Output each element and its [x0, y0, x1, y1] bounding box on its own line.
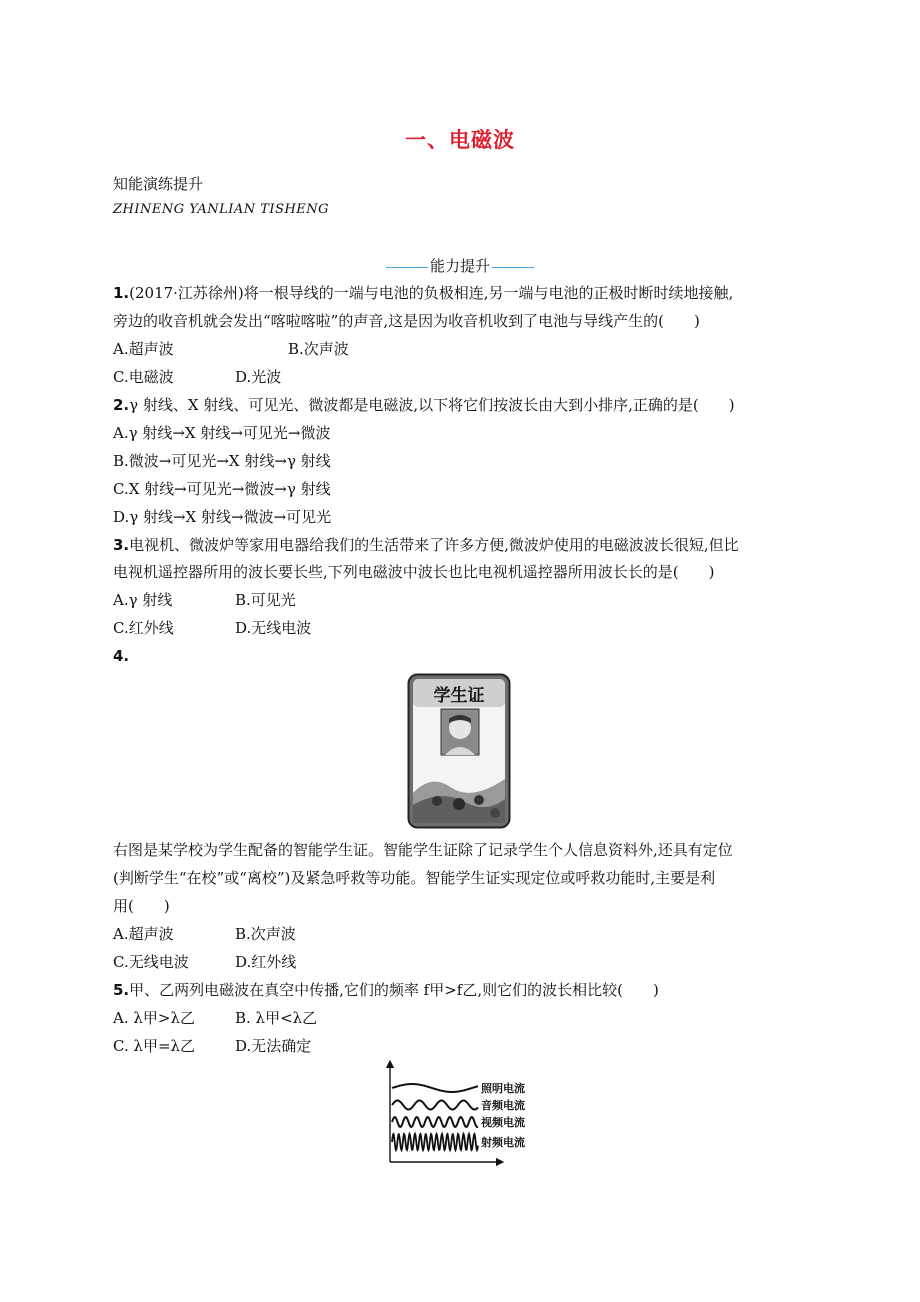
question-3-text-1: 电视机、微波炉等家用电器给我们的生活带来了许多方便,微波炉使用的电磁波波长很短,但比: [129, 536, 739, 554]
q2-option-a[interactable]: A.γ 射线→X 射线→可见光→微波: [113, 424, 331, 442]
section-rule-right: [492, 267, 534, 268]
question-4-line-3: 用( ): [113, 897, 170, 915]
question-1-line-2: 旁边的收音机就会发出“喀啦喀啦”的声音,这是因为收音机收到了电池与导线产生的( ): [113, 312, 700, 330]
q1-option-b[interactable]: B.次声波: [288, 340, 349, 358]
question-2-number: 2.: [113, 396, 130, 414]
question-1-line-1: [113, 283, 733, 303]
question-2-text-1: γ 射线、X 射线、可见光、微波都是电磁波,以下将它们按波长由大到小排序,正确的是( ): [129, 396, 735, 414]
question-5-line-1: [113, 980, 659, 1000]
question-4-number-text: 4.: [113, 647, 130, 665]
question-5-text-1: 甲、乙两列电磁波在真空中传播,它们的频率 f甲>f乙,则它们的波长相比较( ): [129, 981, 659, 999]
q3-option-a[interactable]: A.γ 射线: [113, 591, 173, 609]
q4-option-c[interactable]: C.无线电波: [113, 953, 189, 971]
question-1-text-1: (2017·江苏徐州)将一根导线的一端与电池的负极相连,另一端与电池的正极时断时续地接触,: [129, 284, 734, 302]
question-3-line-2: 电视机遥控器所用的波长要长些,下列电磁波中波长也比电视机遥控器所用波长长的是( ): [113, 563, 715, 581]
card-label: 学生证: [433, 686, 485, 706]
card-dot-2: [453, 798, 465, 810]
section-heading: [0, 255, 920, 276]
subtitle-cn: 知能演练提升: [113, 175, 204, 193]
card-dot-1: [432, 796, 442, 806]
subtitle-pinyin: ZHINENG YANLIAN TISHENG: [113, 202, 330, 217]
card-dot-4: [490, 808, 500, 818]
q2-option-b[interactable]: B.微波→可见光→X 射线→γ 射线: [113, 452, 331, 470]
question-3-number: 3.: [113, 536, 130, 554]
q2-option-d[interactable]: D.γ 射线→X 射线→微波→可见光: [113, 508, 332, 526]
section-label: 能力提升: [429, 257, 490, 275]
label-video-current: 视频电流: [481, 1116, 525, 1129]
question-2-line-1: [113, 395, 735, 415]
q3-option-d[interactable]: D.无线电波: [235, 619, 312, 637]
question-5-number: 5.: [113, 981, 130, 999]
label-lighting-current: 照明电流: [481, 1082, 525, 1095]
rf-current-wave: [392, 1134, 478, 1150]
question-4-line-1: 右图是某学校为学生配备的智能学生证。智能学生证除了记录学生个人信息资料外,还具有定位: [113, 841, 733, 859]
label-audio-current: 音频电流: [481, 1099, 525, 1112]
label-rf-current: 射频电流: [481, 1136, 525, 1149]
q4-option-d[interactable]: D.红外线: [235, 953, 297, 971]
wave-figure: [380, 1060, 550, 1170]
question-3-line-1: [113, 535, 739, 555]
card-dot-3: [474, 795, 484, 805]
q2-option-c[interactable]: C.X 射线→可见光→微波→γ 射线: [113, 480, 331, 498]
q4-option-b[interactable]: B.次声波: [235, 925, 296, 943]
q1-option-d[interactable]: D.光波: [235, 368, 282, 386]
q5-option-c[interactable]: C. λ甲=λ乙: [113, 1037, 196, 1055]
page-title: 一、电磁波: [405, 128, 515, 152]
lighting-current-wave: [392, 1084, 478, 1092]
q5-option-d[interactable]: D.无法确定: [235, 1037, 312, 1055]
student-card-image: [407, 673, 511, 829]
question-1-number: 1.: [113, 284, 130, 302]
q4-option-a[interactable]: A.超声波: [113, 925, 174, 943]
q3-option-c[interactable]: C.红外线: [113, 619, 174, 637]
audio-current-wave: [392, 1101, 478, 1110]
video-current-wave: [392, 1117, 478, 1127]
question-4-line-2: (判断学生“在校”或“离校”)及紧急呼救等功能。智能学生证实现定位或呼救功能时,主要是利: [113, 869, 716, 887]
q5-option-a[interactable]: A. λ甲>λ乙: [113, 1009, 195, 1027]
q1-option-a[interactable]: A.超声波: [113, 340, 174, 358]
q1-option-c[interactable]: C.电磁波: [113, 368, 174, 386]
question-4-number: [113, 646, 129, 666]
q3-option-b[interactable]: B.可见光: [235, 591, 296, 609]
section-rule-left: [386, 267, 428, 268]
q5-option-b[interactable]: B. λ甲<λ乙: [235, 1009, 318, 1027]
